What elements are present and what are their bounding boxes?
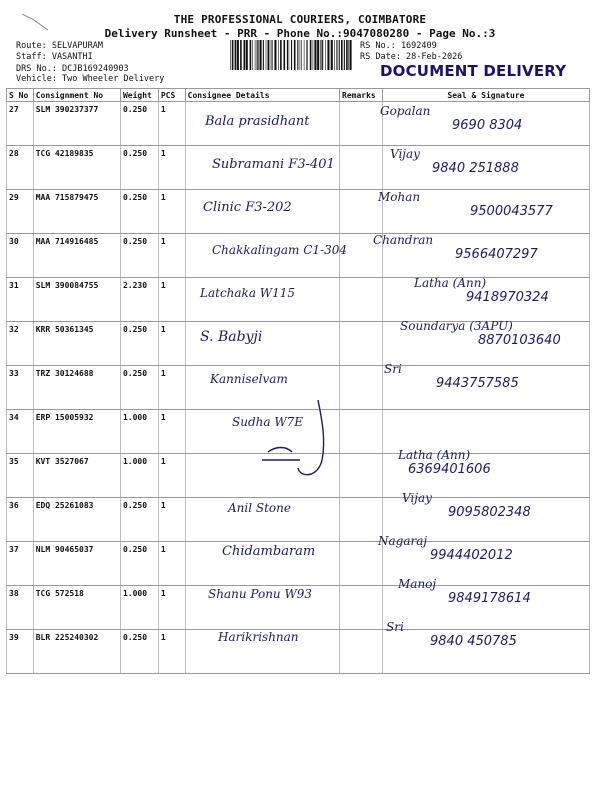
row-consignment-no: SLM 390084755 xyxy=(33,278,120,322)
row-weight: 0.250 xyxy=(120,366,158,410)
signature-handwriting: Soundarya (3APU) xyxy=(400,319,513,333)
row-pcs: 1 xyxy=(158,630,185,674)
row-sno: 28 xyxy=(7,146,34,190)
vehicle-label: Vehicle: Two Wheeler Delivery xyxy=(16,74,165,84)
document-delivery-stamp: DOCUMENT DELIVERY xyxy=(380,62,567,80)
consignee-handwriting: Shanu Ponu W93 xyxy=(208,587,313,601)
row-sno: 38 xyxy=(7,586,34,630)
phone-handwriting: 9443757585 xyxy=(436,376,519,391)
col-header-sno: S No xyxy=(7,89,34,102)
row-weight: 0.250 xyxy=(120,498,158,542)
consignee-handwriting: Sudha W7E xyxy=(232,415,304,429)
pen-stroke xyxy=(268,448,292,453)
row-consignment-no: TRZ 30124688 xyxy=(33,366,120,410)
phone-handwriting: 9690 8304 xyxy=(452,118,523,133)
staff-label: Staff: VASANTHI xyxy=(16,52,93,62)
row-consignment-no: TCG 42189835 xyxy=(33,146,120,190)
row-sno: 33 xyxy=(7,366,34,410)
signature-handwriting: Latha (Ann) xyxy=(398,448,471,462)
row-weight: 1.000 xyxy=(120,454,158,498)
row-pcs: 1 xyxy=(158,366,185,410)
row-consignment-no: EDQ 25261083 xyxy=(33,498,120,542)
consignee-handwriting: Chidambaram xyxy=(222,544,316,559)
row-sno: 30 xyxy=(7,234,34,278)
row-consignment-no: TCG 572518 xyxy=(33,586,120,630)
signature-handwriting: Chandran xyxy=(373,233,434,247)
phone-handwriting: 6369401606 xyxy=(408,462,491,477)
drs-label: DRS No.: DCJB169240903 xyxy=(16,64,129,74)
col-header-pcs: PCS xyxy=(158,89,185,102)
phone-handwriting: 9840 450785 xyxy=(430,634,517,649)
row-consignment-no: KVT 3527067 xyxy=(33,454,120,498)
row-sno: 35 xyxy=(7,454,34,498)
row-weight: 0.250 xyxy=(120,102,158,146)
col-header-consignment: Consignment No xyxy=(33,89,120,102)
phone-handwriting: 8870103640 xyxy=(478,333,561,348)
row-weight: 2.230 xyxy=(120,278,158,322)
consignee-handwriting: Bala prasidhant xyxy=(205,114,310,129)
row-pcs: 1 xyxy=(158,190,185,234)
row-weight: 0.250 xyxy=(120,542,158,586)
row-consignment-no: ERP 15005932 xyxy=(33,410,120,454)
row-consignment-no: NLM 90465037 xyxy=(33,542,120,586)
phone-handwriting: 9500043577 xyxy=(470,204,553,219)
row-weight: 0.250 xyxy=(120,190,158,234)
row-sno: 27 xyxy=(7,102,34,146)
signature-handwriting: Mohan xyxy=(378,190,421,204)
col-header-signature: Seal & Signature xyxy=(382,89,589,102)
row-sno: 32 xyxy=(7,322,34,366)
row-sno: 37 xyxy=(7,542,34,586)
rs-number: RS No.: 1692409 xyxy=(360,41,437,51)
row-sno: 29 xyxy=(7,190,34,234)
phone-handwriting: 9849178614 xyxy=(448,591,531,606)
consignee-handwriting: Clinic F3-202 xyxy=(203,200,292,215)
row-weight: 0.250 xyxy=(120,146,158,190)
consignee-handwriting: Kanniselvam xyxy=(210,372,288,386)
row-pcs: 1 xyxy=(158,322,185,366)
phone-handwriting: 9418970324 xyxy=(466,290,549,305)
signature-handwriting: Sri xyxy=(386,620,404,634)
row-consignment-no: KRR 50361345 xyxy=(33,322,120,366)
signature-handwriting: Nagaraj xyxy=(378,534,428,548)
row-consignment-no: BLR 225240302 xyxy=(33,630,120,674)
route-label: Route: SELVAPURAM xyxy=(16,41,103,51)
row-sno: 31 xyxy=(7,278,34,322)
row-pcs: 1 xyxy=(158,498,185,542)
pen-stroke xyxy=(298,400,324,475)
col-header-remarks: Remarks xyxy=(340,89,383,102)
row-consignment-no: SLM 390237377 xyxy=(33,102,120,146)
signature-handwriting: Sri xyxy=(384,362,402,376)
row-weight: 1.000 xyxy=(120,410,158,454)
consignee-handwriting: Harikrishnan xyxy=(218,630,299,644)
signature-handwriting: Latha (Ann) xyxy=(414,276,487,290)
phone-handwriting: 9095802348 xyxy=(448,505,531,520)
col-header-weight: Weight xyxy=(120,89,158,102)
row-pcs: 1 xyxy=(158,146,185,190)
col-header-consignee: Consignee Details xyxy=(185,89,339,102)
consignee-handwriting: Subramani F3-401 xyxy=(212,157,335,172)
row-weight: 0.250 xyxy=(120,234,158,278)
signature-handwriting: Manoj xyxy=(398,577,437,591)
row-sno: 36 xyxy=(7,498,34,542)
signature-handwriting: Vijay xyxy=(390,147,420,161)
phone-handwriting: 9840 251888 xyxy=(432,161,519,176)
row-sno: 34 xyxy=(7,410,34,454)
phone-handwriting: 9944402012 xyxy=(430,548,513,563)
row-weight: 0.250 xyxy=(120,322,158,366)
phone-handwriting: 9566407297 xyxy=(455,247,538,262)
consignee-handwriting: Anil Stone xyxy=(228,501,291,515)
consignee-handwriting: S. Babyji xyxy=(200,329,263,345)
row-weight: 0.250 xyxy=(120,630,158,674)
row-pcs: 1 xyxy=(158,410,185,454)
company-name: THE PROFESSIONAL COURIERS, COIMBATORE xyxy=(173,13,427,26)
row-sno: 39 xyxy=(7,630,34,674)
row-pcs: 1 xyxy=(158,542,185,586)
row-pcs: 1 xyxy=(158,234,185,278)
runsheet-title: Delivery Runsheet - PRR - Phone No.:9047080280 - Page No.:3 xyxy=(104,27,496,40)
row-consignment-no: MAA 714916485 xyxy=(33,234,120,278)
row-weight: 1.000 xyxy=(120,586,158,630)
row-pcs: 1 xyxy=(158,454,185,498)
signature-handwriting: Gopalan xyxy=(380,104,431,118)
rs-date: RS Date: 28-Feb-2026 xyxy=(360,52,463,62)
row-pcs: 1 xyxy=(158,278,185,322)
row-pcs: 1 xyxy=(158,586,185,630)
row-consignment-no: MAA 715879475 xyxy=(33,190,120,234)
row-pcs: 1 xyxy=(158,102,185,146)
consignee-handwriting: Chakkalingam C1-304 xyxy=(212,243,347,257)
signature-handwriting: Vijay xyxy=(402,491,432,505)
consignee-handwriting: Latchaka W115 xyxy=(200,286,296,300)
